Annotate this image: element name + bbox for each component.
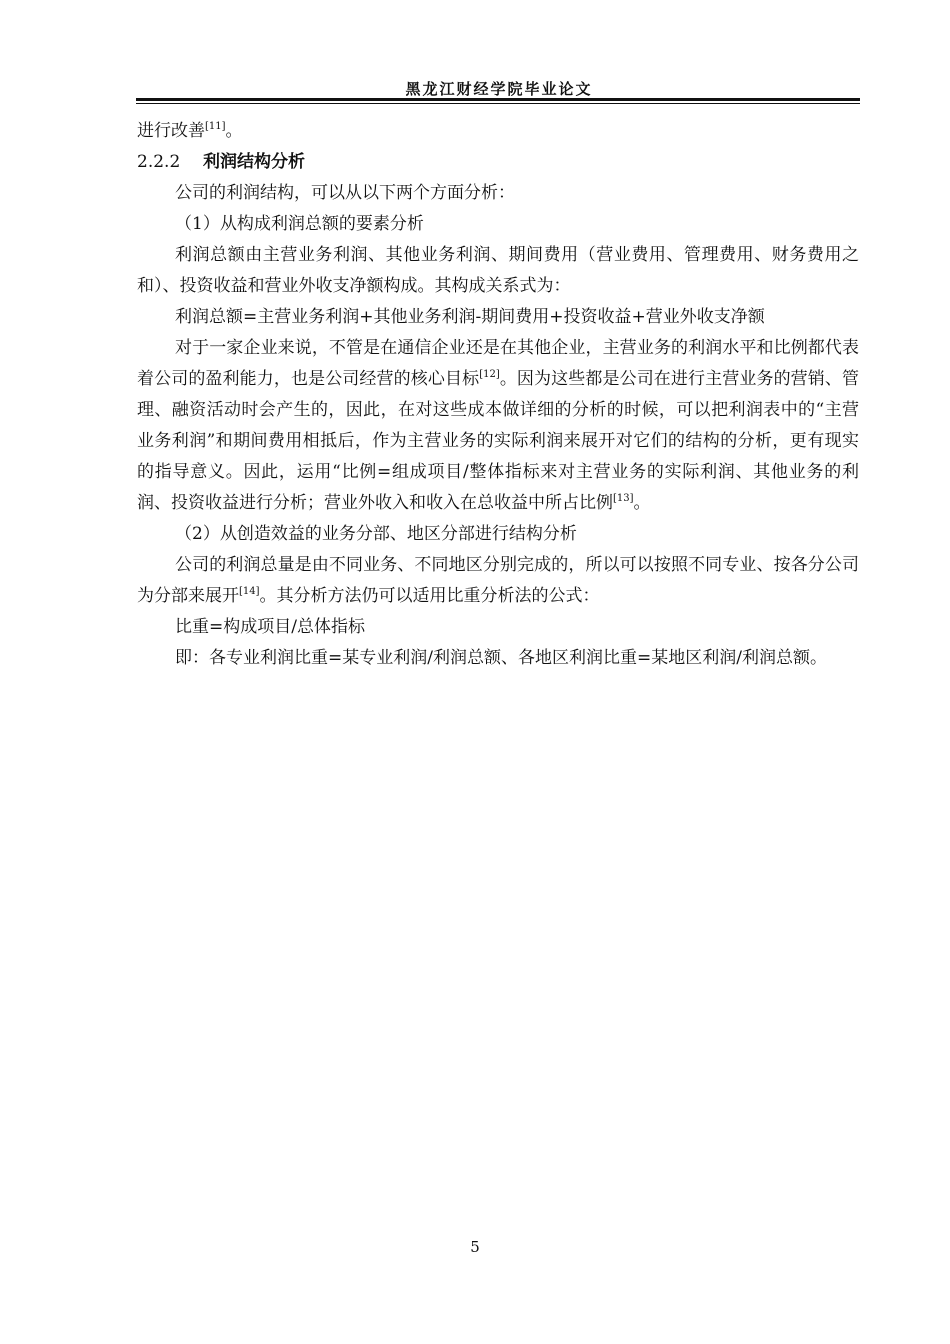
text-run: 进行改善 <box>137 121 205 141</box>
citation-ref: [11] <box>205 121 226 132</box>
paragraph: 即：各专业利润比重=某专业利润/利润总额、各地区利润比重=某地区利润/利润总额。 <box>175 648 827 668</box>
header-rule-thin <box>136 103 860 104</box>
text-run: 。因为这些都是公司在进行主营业务的营销、管理、融资活动时会产生的，因此，在对这些成本做详细的分析的时候，可以把利润表中的“主营业务利润”和期间费用相抵后，作为主营业务的实际利润来展开对它们的结构的分析，更有现实的指导意义。因此，运用“比例=组成项目/整体指标来对主营业务的实际利润、其他业务的利润、投资收益进行分析；营业外收入和收入在总收益中所占比例 <box>137 369 860 513</box>
header-rule-thick <box>136 98 860 101</box>
subheading-2: （2）从创造效益的业务分部、地区分部进行结构分析 <box>175 524 577 544</box>
text-run: 对于一家企业来说，不管是在通信企业还是在其他企业，主营业务的利润水平和比例都代表着公司的盈利能力，也是公司经营的核心目标 <box>137 338 859 389</box>
citation-ref: [14] <box>239 586 260 597</box>
paragraph: 公司的利润结构，可以从以下两个方面分析： <box>175 183 515 203</box>
running-header: 黑龙江财经学院毕业论文 <box>405 80 593 98</box>
paragraph: 利润总额由主营业务利润、其他业务利润、期间费用（营业费用、管理费用、财务费用之和）、投资收益和营业外收支净额构成。其构成关系式为： <box>137 245 859 296</box>
text-run: 。 <box>633 493 651 513</box>
paragraph-continuation <box>137 116 859 147</box>
body-text <box>137 116 859 674</box>
section-number: 2.2.2 <box>137 152 181 172</box>
text-run: 。其分析方法仍可以适用比重分析法的公式： <box>259 586 600 606</box>
paragraph <box>137 550 859 612</box>
text-run: 公司的利润总量是由不同业务、不同地区分别完成的，所以可以按照不同专业、按各分公司为分部来展开 <box>137 555 859 606</box>
citation-ref: [12] <box>479 369 500 380</box>
section-heading <box>137 147 859 178</box>
subheading-1: （1）从构成利润总额的要素分析 <box>175 214 424 234</box>
formula: 利润总额=主营业务利润+其他业务利润-期间费用+投资收益+营业外收支净额 <box>175 307 765 327</box>
page-number: 5 <box>470 1238 480 1256</box>
formula: 比重=构成项目/总体指标 <box>175 617 365 637</box>
paragraph <box>137 333 859 519</box>
text-run: 。 <box>225 121 243 141</box>
citation-ref: [13] <box>613 493 634 504</box>
section-title: 利润结构分析 <box>203 152 305 172</box>
